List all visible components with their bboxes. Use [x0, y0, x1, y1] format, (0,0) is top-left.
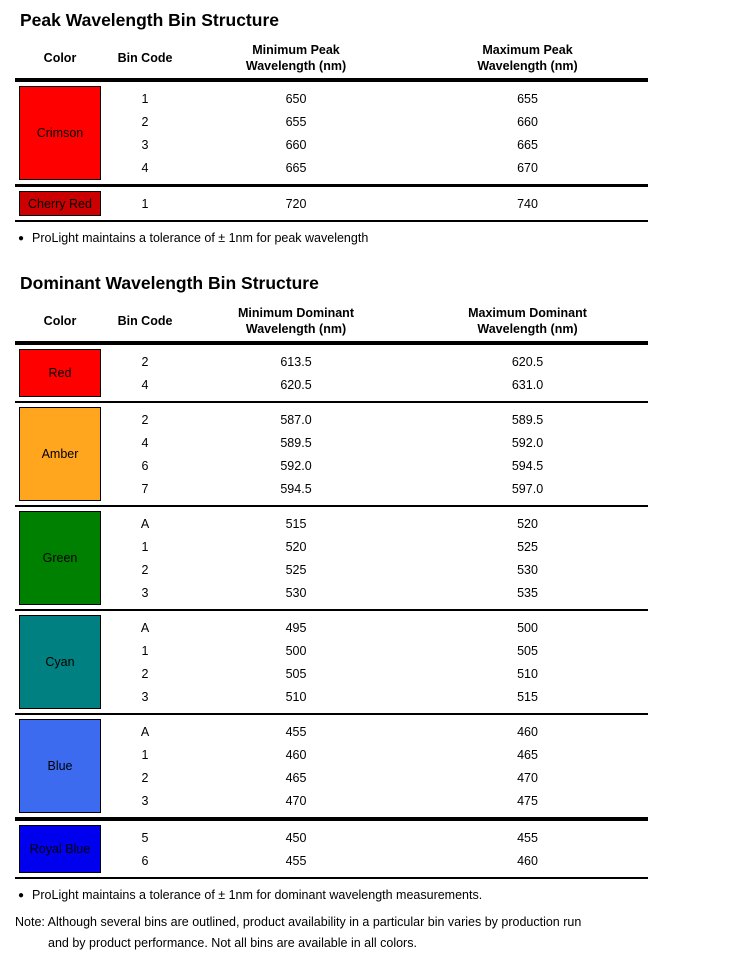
table-header-row: [15, 38, 648, 82]
color-swatch: Cyan: [19, 615, 101, 709]
color-swatch: Crimson: [19, 86, 101, 180]
min-wavelength-cell: 655: [285, 114, 307, 129]
dominant-footnote: [18, 888, 731, 902]
bin-code-cell: 3: [141, 689, 149, 704]
min-wavelength-cell: 530: [285, 585, 307, 600]
bin-rows: [105, 507, 648, 609]
table-row: [105, 408, 648, 431]
max-wavelength-cell: 465: [517, 747, 538, 762]
dominant-table-title: Dominant Wavelength Bin Structure: [20, 273, 319, 293]
peak-footnote: [18, 231, 731, 245]
color-swatch: Green: [19, 511, 101, 605]
column-header-line1: Maximum Peak: [482, 43, 573, 57]
column-header-max: [407, 301, 648, 341]
max-wavelength-cell: 470: [517, 770, 538, 785]
bin-code-cell: A: [140, 620, 150, 635]
column-header-min: [185, 301, 407, 341]
min-wavelength-cell: 455: [285, 724, 307, 739]
color-group: [15, 345, 648, 401]
min-wavelength-cell: 650: [285, 91, 307, 106]
bin-code-cell: 2: [141, 354, 149, 369]
table-row: [105, 156, 648, 179]
bin-code-cell: 4: [141, 435, 149, 450]
table-row: [105, 350, 648, 373]
min-wavelength-cell: 465: [285, 770, 307, 785]
table-header-row: [15, 301, 648, 345]
bin-rows: [105, 345, 648, 401]
bin-code-cell: 1: [141, 539, 149, 554]
bin-code-cell: 2: [141, 412, 149, 427]
max-wavelength-cell: 665: [517, 137, 538, 152]
max-wavelength-cell: 460: [517, 724, 538, 739]
min-wavelength-cell: 450: [285, 830, 307, 845]
color-group: [15, 184, 648, 220]
table-row: [105, 616, 648, 639]
max-wavelength-cell: 631.0: [511, 377, 544, 392]
max-wavelength-cell: 589.5: [511, 412, 544, 427]
bin-code-cell: 2: [141, 666, 149, 681]
column-header-line1: Color: [43, 51, 77, 65]
max-wavelength-cell: 592.0: [511, 435, 544, 450]
bullet-icon: ●: [18, 889, 25, 901]
column-header-line1: Color: [43, 314, 77, 328]
max-wavelength-cell: 655: [517, 91, 538, 106]
max-wavelength-cell: 515: [517, 689, 538, 704]
peak-table-title: Peak Wavelength Bin Structure: [20, 10, 279, 30]
column-header-color: [15, 38, 105, 78]
color-swatch-cell: [15, 507, 105, 609]
table-row: [105, 477, 648, 500]
bin-code-cell: 2: [141, 770, 149, 785]
availability-note-line1: Note: Although several bins are outlined, product availability in a particular bin varies by production run: [15, 915, 582, 929]
bin-code-cell: 6: [141, 458, 149, 473]
bin-code-cell: 1: [141, 643, 149, 658]
max-wavelength-cell: 597.0: [511, 481, 544, 496]
max-wavelength-cell: 525: [517, 539, 538, 554]
color-swatch-cell: [15, 345, 105, 401]
bullet-icon: ●: [18, 232, 25, 244]
table-row: [105, 373, 648, 396]
column-header-line1: Bin Code: [117, 51, 173, 65]
max-wavelength-cell: 475: [517, 793, 538, 808]
max-wavelength-cell: 505: [517, 643, 538, 658]
bin-code-cell: 7: [141, 481, 149, 496]
bin-code-cell: 3: [141, 793, 149, 808]
max-wavelength-cell: 510: [517, 666, 538, 681]
dominant-footnote-text: ProLight maintains a tolerance of ± 1nm for dominant wavelength measurements.: [32, 888, 483, 902]
color-group: [15, 713, 648, 817]
column-header-min: [185, 38, 407, 78]
peak-wavelength-table: [15, 38, 648, 222]
color-swatch: Amber: [19, 407, 101, 501]
min-wavelength-cell: 470: [285, 793, 307, 808]
table-row: [105, 558, 648, 581]
table-row: [105, 87, 648, 110]
table-row: [105, 789, 648, 812]
table-row: [105, 454, 648, 477]
bin-code-cell: A: [140, 724, 150, 739]
max-wavelength-cell: 620.5: [511, 354, 544, 369]
bin-code-cell: 6: [141, 853, 149, 868]
table-row: [105, 662, 648, 685]
min-wavelength-cell: 660: [285, 137, 307, 152]
color-swatch-cell: [15, 715, 105, 817]
bin-rows: [105, 82, 648, 184]
bin-code-cell: 1: [141, 196, 149, 211]
column-header-bin-code: [105, 38, 185, 78]
table-row: [105, 110, 648, 133]
color-swatch: Blue: [19, 719, 101, 813]
min-wavelength-cell: 455: [285, 853, 307, 868]
column-header-line2: Wavelength (nm): [477, 322, 578, 336]
table-row: [105, 849, 648, 872]
max-wavelength-cell: 530: [517, 562, 538, 577]
max-wavelength-cell: 455: [517, 830, 538, 845]
table-row: [105, 133, 648, 156]
min-wavelength-cell: 495: [285, 620, 307, 635]
bin-rows: [105, 187, 648, 220]
color-swatch-cell: [15, 82, 105, 184]
min-wavelength-cell: 500: [285, 643, 307, 658]
table-row: [105, 581, 648, 604]
min-wavelength-cell: 515: [285, 516, 307, 531]
min-wavelength-cell: 510: [285, 689, 307, 704]
color-swatch-cell: [15, 821, 105, 877]
max-wavelength-cell: 670: [517, 160, 538, 175]
dominant-wavelength-section: [0, 271, 731, 902]
max-wavelength-cell: 594.5: [511, 458, 544, 473]
max-wavelength-cell: 500: [517, 620, 538, 635]
table-row: [105, 766, 648, 789]
color-group: [15, 82, 648, 184]
min-wavelength-cell: 460: [285, 747, 307, 762]
max-wavelength-cell: 520: [517, 516, 538, 531]
bin-code-cell: 4: [141, 160, 149, 175]
min-wavelength-cell: 589.5: [280, 435, 312, 450]
column-header-line2: Wavelength (nm): [477, 59, 578, 73]
color-swatch-cell: [15, 187, 105, 220]
color-group: [15, 401, 648, 505]
min-wavelength-cell: 525: [285, 562, 307, 577]
column-header-color: [15, 301, 105, 341]
min-wavelength-cell: 665: [285, 160, 307, 175]
column-header-line1: Minimum Dominant: [238, 306, 354, 320]
color-group: [15, 505, 648, 609]
max-wavelength-cell: 660: [517, 114, 538, 129]
color-swatch-cell: [15, 403, 105, 505]
column-header-line1: Bin Code: [117, 314, 173, 328]
bin-code-cell: 1: [141, 747, 149, 762]
bin-code-cell: 3: [141, 585, 149, 600]
color-swatch-cell: [15, 611, 105, 713]
bin-rows: [105, 821, 648, 877]
min-wavelength-cell: 587.0: [280, 412, 312, 427]
availability-note: [15, 912, 731, 954]
column-header-line2: Wavelength (nm): [245, 59, 347, 73]
bin-rows: [105, 403, 648, 505]
peak-footnote-text: ProLight maintains a tolerance of ± 1nm for peak wavelength: [32, 231, 369, 245]
column-header-line2: Wavelength (nm): [245, 322, 347, 336]
table-row: [105, 685, 648, 708]
color-swatch: Royal Blue: [19, 825, 101, 873]
bin-code-cell: 1: [141, 91, 149, 106]
bin-code-cell: 5: [141, 830, 149, 845]
bin-code-cell: 2: [141, 562, 149, 577]
bin-code-cell: 4: [141, 377, 149, 392]
min-wavelength-cell: 720: [285, 196, 307, 211]
min-wavelength-cell: 613.5: [280, 354, 312, 369]
bin-code-cell: 3: [141, 137, 149, 152]
min-wavelength-cell: 520: [285, 539, 307, 554]
bin-rows: [105, 611, 648, 713]
table-row: [105, 826, 648, 849]
bin-code-cell: A: [140, 516, 150, 531]
min-wavelength-cell: 620.5: [280, 377, 312, 392]
color-group: [15, 609, 648, 713]
min-wavelength-cell: 592.0: [280, 458, 312, 473]
column-header-line1: Maximum Dominant: [468, 306, 587, 320]
color-swatch: Cherry Red: [19, 191, 101, 216]
table-row: [105, 743, 648, 766]
column-header-max: [407, 38, 648, 78]
bin-rows: [105, 715, 648, 817]
dominant-wavelength-table: [15, 301, 648, 879]
max-wavelength-cell: 740: [517, 196, 538, 211]
bin-code-cell: 2: [141, 114, 149, 129]
min-wavelength-cell: 594.5: [280, 481, 312, 496]
table-row: [105, 192, 648, 215]
color-swatch: Red: [19, 349, 101, 397]
table-row: [105, 535, 648, 558]
max-wavelength-cell: 460: [517, 853, 538, 868]
availability-note-line2: and by product performance. Not all bins are available in all colors.: [48, 936, 417, 950]
min-wavelength-cell: 505: [285, 666, 307, 681]
table-row: [105, 720, 648, 743]
max-wavelength-cell: 535: [517, 585, 538, 600]
table-row: [105, 639, 648, 662]
table-row: [105, 431, 648, 454]
table-row: [105, 512, 648, 535]
column-header-line1: Minimum Peak: [252, 43, 340, 57]
peak-wavelength-section: [0, 8, 731, 245]
color-group: [15, 817, 648, 877]
column-header-bin-code: [105, 301, 185, 341]
